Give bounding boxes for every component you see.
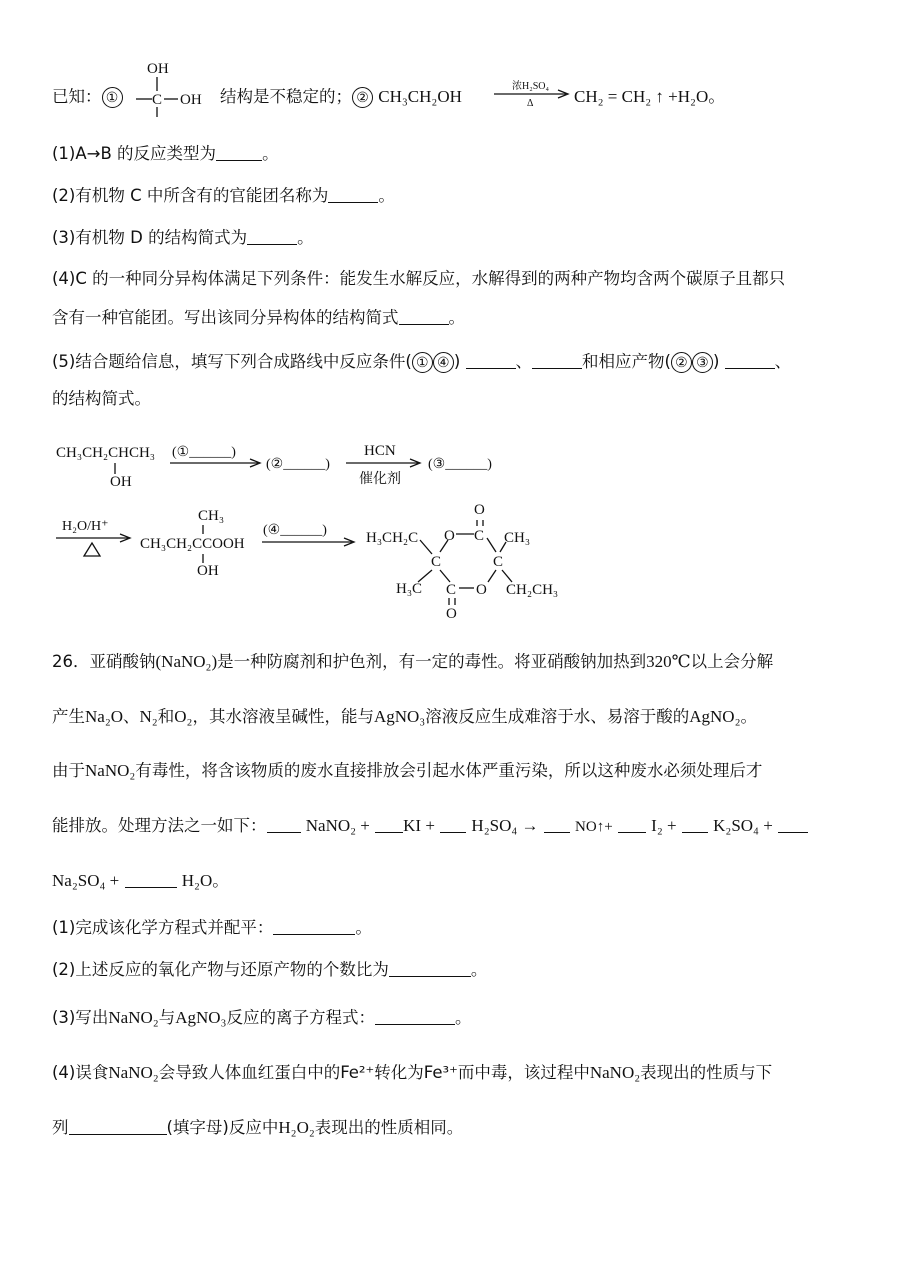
route-start: CH₃CH₂CHCH₃ [56,445,156,461]
eq2-products-line [574,86,725,108]
q26-n2: N₂ [139,707,158,726]
ring-c-top: C [474,528,485,544]
q25-2-text: (2)有机物 C 中所含有的官能团名称为 [52,186,329,205]
q25-5-text2: 的结构简式。 [52,389,151,408]
ring-o-bottom: O [446,606,457,622]
q25-4-text1: (4)C 的一种同分异构体满足下列条件：能发生水解反应，水解得到的两种产物均含两个碳原子且都只 [52,269,786,288]
q26-3-agno3: AgNO₃ [175,1008,227,1027]
eq-end: 。 [212,871,229,890]
coef-blank-5[interactable] [618,816,646,833]
known-line [52,86,123,108]
ring-h3c: H₃C [396,581,423,597]
q25-4-line2 [52,307,465,329]
eq2-cond-bottom: Δ [527,98,534,109]
coef-blank-4[interactable] [544,816,570,833]
ring-o1: O [444,528,455,544]
q26-line1-b: 是一种防腐剂和护色剂，有一定的毒性。将亚硝酸钠加热到 [217,652,647,671]
ring-c-right: C [493,554,504,570]
acid-main: CH₃CH₂CCOOH [140,536,245,552]
q25-5-text-e: 、 [774,352,792,371]
q25-2-blank[interactable] [328,186,378,203]
q25-5-text-b: ) [453,352,461,371]
route-start-oh: OH [110,474,132,490]
eq-term-na2so4: Na₂SO₄ + [52,871,120,890]
coef-blank-2[interactable] [375,816,403,833]
route-prod2: (②______) [266,457,330,472]
eq-term-h2so4: H₂SO₄ → [471,816,539,835]
q26-line1-c: 以上会分解 [690,652,774,671]
q26-line2-b: ，其水溶液呈碱性，能与 [192,707,374,726]
q26-4-line2-b: (填字母)反应中 [166,1118,279,1137]
q26-and: 和 [157,707,175,726]
q26-3-b: 与 [158,1008,176,1027]
q25-5-line2 [52,388,151,410]
q26-1 [52,917,372,939]
eq-term-i2: I₂ + [651,816,677,835]
q25-5-mark3: ③ [692,352,713,373]
eq2-reactant: CH₃CH₂OH [378,87,462,106]
q25-5-blank1[interactable] [466,352,516,369]
struct1-oh-top: OH [147,61,169,77]
q25-4-blank[interactable] [399,308,449,325]
q25-5-sep: 、 [515,352,532,371]
route-step4: (④______) [263,523,327,538]
q25-4-end: 。 [448,308,465,327]
q26-line2-c: 溶液反应生成难溶于水、易溶于酸的 [425,707,690,726]
ring-o-top: O [474,502,485,518]
acid-oh: OH [197,563,219,579]
q26-o2: O₂ [174,707,193,726]
item1-mark: ① [102,87,123,108]
known-prefix: 已知： [52,87,102,106]
q25-3-blank[interactable] [247,228,297,245]
eq-term-no: NO↑+ [575,819,613,835]
q25-5-line1 [52,351,791,373]
q26-3-c: 反应的离子方程式： [226,1008,375,1027]
ring-c-left: C [431,554,442,570]
q26-3-nano2: NaNO₂ [108,1008,159,1027]
q25-5-text-d: ) [712,352,720,371]
synthesis-route [0,430,900,630]
q26-line3-a: 由于 [52,761,85,780]
q26-4-h2o2: H₂O₂ [278,1118,315,1137]
q26-4-e: 表现出的性质与下 [640,1063,773,1082]
q26-4-blank[interactable] [69,1118,167,1135]
q26-4-nano2-b: NaNO₂ [589,1063,641,1082]
eq-term-h2o: H₂O [181,871,213,890]
q26-2-text: (2)上述反应的氧化产物与还原产物的个数比为 [52,960,389,979]
route-h2o: H₂O/H⁺ [62,519,109,534]
route-catalyst: 催化剂 [359,472,401,487]
q26-1-blank[interactable] [273,918,355,935]
route-hcn: HCN [364,443,396,459]
q25-5-mark2: ② [671,352,692,373]
coef-blank-3[interactable] [440,816,466,833]
q25-1-text: (1)A→B 的反应类型为 [52,144,217,163]
ring-left-top: H₃CH₂C [366,530,419,546]
q26-1-end: 。 [355,918,372,937]
q26-line4-a: 能排放。处理方法之一如下： [52,816,267,835]
q26-4-fe2: Fe²⁺ [340,1063,375,1082]
ring-o2: O [476,582,487,598]
q26-4-line2 [52,1117,463,1139]
acid-ch3: CH₃ [198,508,225,524]
coef-blank-8[interactable] [125,871,177,888]
ring-ch3-right: CH₃ [504,530,531,546]
eq2-cond-top: 浓H₂SO₄ [512,81,549,92]
q25-5-text-c: 和相应产物( [582,352,671,371]
eq2-arrow [492,78,572,112]
q26-line3-b: 有毒性，将含该物质的废水直接排放会引起水体严重污染，所以这种废水必须处理后才 [135,761,763,780]
q26-3-end: 。 [454,1008,472,1027]
q26-3-a: (3)写出 [52,1008,109,1027]
route-delta-symbol [84,543,100,556]
item2-mark: ② [352,87,373,108]
struct1-oh-right: OH [180,92,202,108]
known-line-rest [220,86,462,108]
eq-term-ki: KI + [403,816,435,835]
q26-4-line2-c: 表现出的性质相同。 [314,1118,464,1137]
q26-4-fe3: Fe³⁺ [423,1063,458,1082]
q26-line2-a: 产生 [52,707,85,726]
eq2-products: CH₂ = CH₂ ↑ +H₂O [574,87,709,106]
q26-4-b: 会导致人体血红蛋白中的 [158,1063,341,1082]
q26-line2 [52,706,757,728]
q26-3 [52,1007,471,1029]
q26-3-blank[interactable] [375,1008,455,1025]
q25-5-mark1: ① [412,352,433,373]
q25-5-text-a: (5)结合题给信息，填写下列合成路线中反应条件( [52,352,412,371]
q25-4-line1 [52,268,785,290]
q26-4-line1 [52,1062,772,1084]
q26-agno2: AgNO₂ [689,707,741,726]
q26-formula-nano2: (NaNO₂) [155,652,218,671]
eq-term-nano2: NaNO₂ + [305,816,370,835]
q25-5-blank2[interactable] [532,352,582,369]
q26-line1 [52,651,773,673]
q26-agno3: AgNO₃ [373,707,426,726]
q26-line1-a: 26．亚硝酸钠 [52,652,156,671]
q26-line5 [52,870,229,892]
q25-5-blank3[interactable] [725,352,775,369]
q26-line2-end: 。 [740,707,757,726]
q26-line4 [52,815,808,838]
q26-2 [52,959,487,981]
route-prod3: (③______) [428,457,492,472]
q25-1 [52,143,279,165]
q25-4-text2: 含有一种官能团。写出该同分异构体的结构简式 [52,308,399,327]
q26-temp: 320℃ [646,652,691,671]
q26-4-line2-a: 列 [52,1118,69,1137]
ring-right-bottom: CH₂CH₃ [506,582,559,598]
unstable-diol-structure [128,58,212,118]
q25-1-blank[interactable] [216,144,262,161]
q25-3-text: (3)有机物 D 的结构简式为 [52,228,248,247]
route-step1: (①______) [172,445,236,460]
ring-c-bottom: C [446,582,457,598]
q25-3 [52,227,314,249]
q26-4-c: 转化为 [374,1063,424,1082]
q25-1-end: 。 [262,144,279,163]
q26-4-nano2: NaNO₂ [108,1063,159,1082]
coef-blank-6[interactable] [682,816,708,833]
q26-2-end: 。 [470,960,488,979]
q26-4-a: (4)误食 [52,1063,109,1082]
q26-1-text: (1)完成该化学方程式并配平： [52,918,274,937]
q25-3-end: 。 [297,228,314,247]
q26-sep1: 、 [123,707,140,726]
q25-5-mark4: ④ [433,352,454,373]
q26-na2o: Na₂O [85,707,124,726]
q26-4-d: 而中毒，该过程中 [457,1063,590,1082]
eq-term-k2so4: K₂SO₄ + [713,816,773,835]
q26-line3 [52,760,762,782]
q26-line3-nano2: NaNO₂ [85,761,136,780]
coef-blank-1[interactable] [267,816,301,833]
known-end: 。 [708,87,726,106]
q26-2-blank[interactable] [389,960,471,977]
q25-2 [52,185,395,207]
coef-blank-7[interactable] [778,816,808,833]
item1-text: 结构是不稳定的； [220,87,352,106]
q25-2-end: 。 [378,186,395,205]
struct1-c: C [152,92,163,108]
